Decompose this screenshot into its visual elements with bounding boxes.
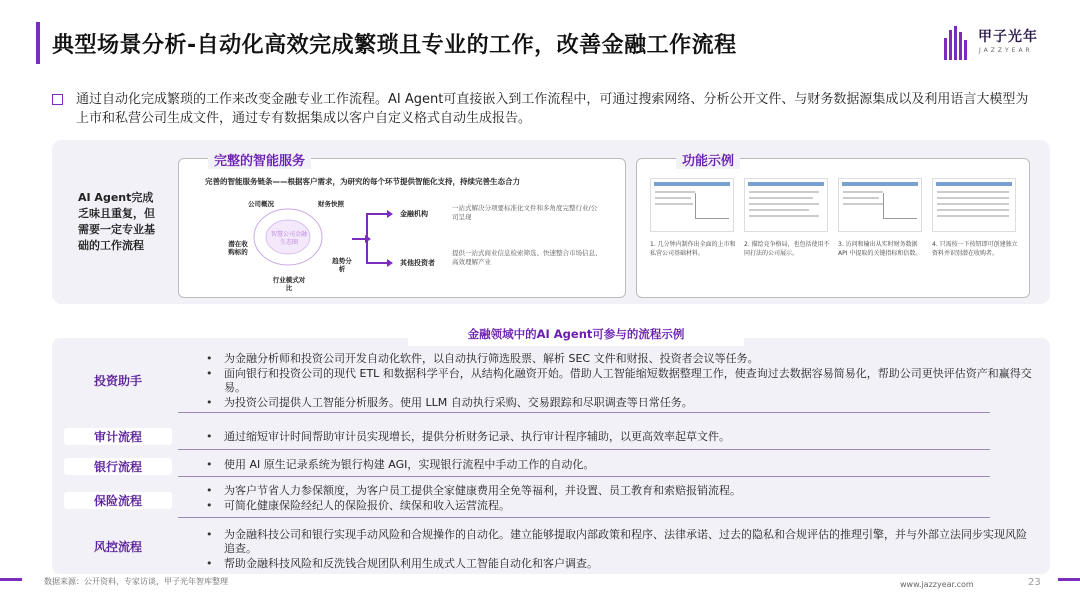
example-caption: 1. 几分钟内制作出全面的上市和私营公司基础材料。 bbox=[650, 241, 736, 257]
ecosystem-diagram bbox=[232, 197, 342, 277]
example-thumbnail bbox=[838, 178, 922, 232]
row-head-audit: 审计流程 bbox=[64, 428, 172, 445]
target-desc: 提供一站式商业信息检索筛选、快速整合市场信息、高效理解产业 bbox=[452, 249, 602, 266]
logo-name: 甲子光年 bbox=[978, 29, 1038, 45]
target-label: 其他投资者 bbox=[400, 259, 435, 267]
bullet: • bbox=[206, 499, 213, 512]
workflow-title-box bbox=[408, 320, 744, 346]
bullet: • bbox=[206, 396, 213, 409]
row-head-insurance: 保险流程 bbox=[64, 492, 172, 509]
row-item: 面向银行和投资公司的现代 ETL 和数据科学平台，从结构化融资开始。借助人工智能缩短数据整理工作，使查询过去数据容易简易化，帮助公司更快评估资产和赢得交易。 bbox=[224, 367, 1032, 394]
connector-arrow bbox=[352, 238, 366, 240]
row-divider bbox=[178, 517, 990, 518]
footer-accent bbox=[0, 578, 22, 581]
connector-line bbox=[366, 213, 368, 263]
row-item: 可简化健康保险经纪人的保险报价、续保和收入运营流程。 bbox=[224, 499, 510, 512]
bullet: • bbox=[206, 352, 213, 365]
data-source: 数据来源：公开资料，专家访谈，甲子光年智库整理 bbox=[44, 577, 228, 586]
bullet: • bbox=[206, 430, 213, 443]
logo-name-en: JAZZYEAR bbox=[979, 47, 1033, 54]
row-item: 通过缩短审计时间帮助审计员实现增长，提供分析财务记录、执行审计程序辅助，以更高效率起草文件。 bbox=[224, 430, 730, 443]
bullet: • bbox=[206, 458, 213, 471]
website-link[interactable]: www.jazzyear.com bbox=[900, 580, 974, 589]
examples-title: 功能示例 bbox=[676, 150, 740, 169]
row-item: 使用 AI 原生记录系统为银行构建 AGI，实现银行流程中手动工作的自动化。 bbox=[224, 458, 595, 471]
eco-node: 财务快照 bbox=[318, 200, 344, 208]
logo bbox=[944, 24, 1054, 68]
target-label: 金融机构 bbox=[400, 210, 428, 218]
example-thumbnail bbox=[650, 178, 734, 232]
panel-side-note: AI Agent完成乏味且重复，但需要一定专业基础的工作流程 bbox=[78, 191, 155, 252]
eco-node: 潜在收购标的 bbox=[228, 240, 248, 256]
connector-arrow bbox=[366, 213, 388, 215]
connector-arrow bbox=[366, 262, 388, 264]
row-divider bbox=[178, 449, 990, 450]
row-head-risk: 风控流程 bbox=[93, 540, 142, 554]
row-item: 帮助金融科技风险和反洗钱合规团队利用生成式人工智能自动化和客户调查。 bbox=[224, 557, 598, 570]
bullet: • bbox=[206, 557, 213, 570]
page-title: 典型场景分析-自动化高效完成繁琐且专业的工作，改善金融工作流程 bbox=[52, 33, 737, 58]
page-number: 23 bbox=[1028, 577, 1041, 588]
intro-paragraph: 通过自动化完成繁琐的工作来改变金融专业工作流程。AI Agent可直接嵌入到工作流程中，可通过搜索网络、分析公开文件、与财务数据源集成以及利用语言大模型为上市和私营公司生成文件，通过专有数据集成以客户自定义格式自动生成报告。 bbox=[76, 92, 1029, 126]
example-caption: 2. 描绘竞争格局，也包括使用不同打法的公司展示。 bbox=[744, 241, 830, 257]
example-thumbnail bbox=[744, 178, 828, 232]
row-item: 为客户节省人力参保额度，为客户员工提供全家健康费用全免等福利，并设置、员工教育和索赔报销流程。 bbox=[224, 484, 741, 497]
ecosystem-center-label: 智慧公司金融生态圈 bbox=[270, 231, 307, 246]
row-divider bbox=[178, 476, 990, 477]
target-desc: 一站式解决分项要标准化文件和多角度完整行业/公司呈现 bbox=[452, 204, 598, 221]
example-thumbnail bbox=[932, 178, 1016, 232]
bullet: • bbox=[206, 528, 213, 541]
services-title: 完整的智能服务 bbox=[208, 150, 311, 169]
eco-node: 公司概况 bbox=[248, 200, 274, 208]
eco-node: 趋势分析 bbox=[332, 257, 352, 273]
eco-node: 行业模式对比 bbox=[272, 276, 306, 292]
row-item: 为金融分析师和投资公司开发自动化软件，以自动执行筛选股票、解析 SEC 文件和财报、投资者会议等任务。 bbox=[224, 352, 759, 365]
footer-accent bbox=[1058, 578, 1080, 581]
row-item: 为金融科技公司和银行实现手动风险和合规操作的自动化。建立能够提取内部政策和程序、法律承诺、过去的隐私和合规评估的推理引擎，并与外部立法同步实现风险追查。 bbox=[224, 528, 1027, 555]
bullet: • bbox=[206, 367, 213, 380]
example-caption: 4. 只需按一下按钮即可创建独立 资料并识别潜在收购者。 bbox=[932, 241, 1018, 257]
checkbox-bullet-icon bbox=[52, 94, 63, 105]
title-accent-bar bbox=[36, 22, 40, 64]
logo-mark-icon bbox=[944, 26, 972, 60]
row-head-bank: 银行流程 bbox=[64, 458, 172, 475]
row-head-invest: 投资助手 bbox=[93, 374, 142, 388]
bullet: • bbox=[206, 484, 213, 497]
example-caption: 3. 访问和输出从实时财务数据 API 中提取的关键指标和倍数。 bbox=[838, 241, 922, 257]
row-item: 为投资公司提供人工智能分析服务。使用 LLM 自动执行采购、交易跟踪和尽职调查等日常任务。 bbox=[224, 396, 693, 409]
row-divider bbox=[178, 412, 990, 413]
workflow-title: 金融领域中的AI Agent可参与的流程示例 bbox=[467, 327, 685, 341]
services-subtitle: 完善的智能服务链条——根据客户需求，为研究的每个环节提供智能化支持，持续完善生态合力 bbox=[205, 177, 520, 186]
